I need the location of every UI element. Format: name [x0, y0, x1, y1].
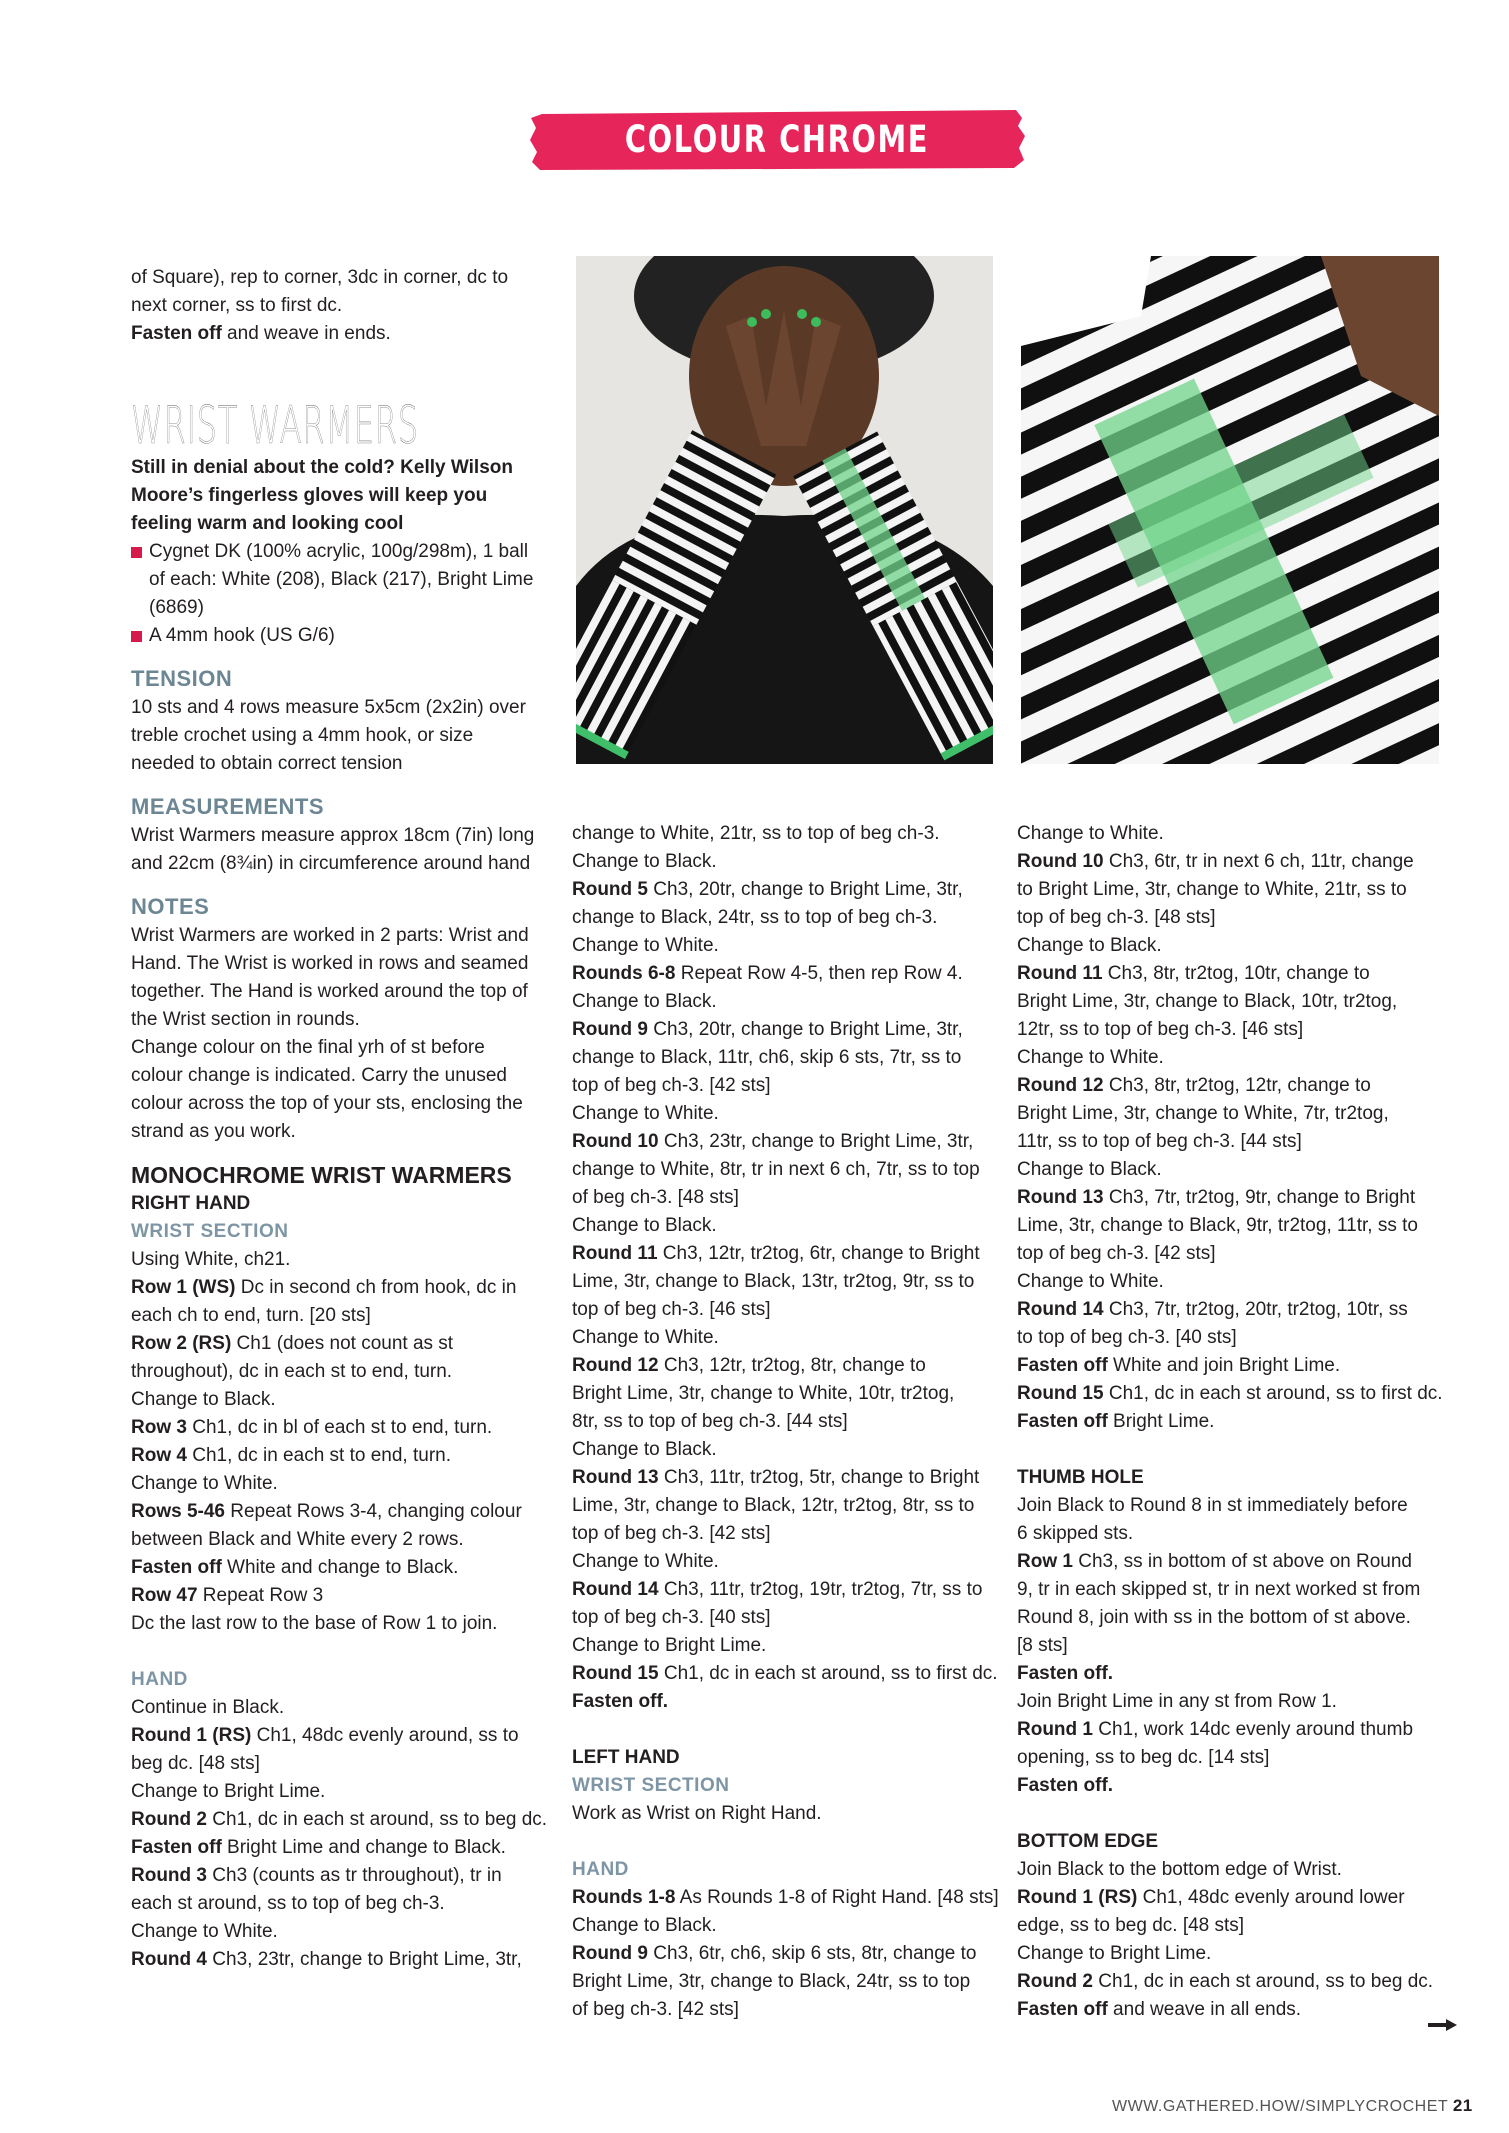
instruction-line: 9, tr in each skipped st, tr in next worked st from	[1017, 1579, 1421, 1600]
instruction-line: top of beg ch-3. [42 sts]	[572, 1075, 771, 1096]
instruction-line: Round 2 Ch1, dc in each st around, ss to beg dc.	[1017, 1971, 1434, 1992]
instruction-line: Change to Black.	[1017, 1159, 1162, 1180]
instruction-line: Round 14 Ch3, 11tr, tr2tog, 19tr, tr2tog, 7tr, ss to	[572, 1579, 983, 1600]
intro-line: of Square), rep to corner, 3dc in corner, dc to	[131, 267, 509, 288]
instruction-line: Change to Black.	[572, 991, 717, 1012]
wrist-section-heading: WRIST SECTION	[131, 1221, 289, 1242]
instruction-line: Fasten off.	[1017, 1775, 1114, 1796]
measurements-line: and 22cm (8¾in) in circumference around hand	[131, 853, 531, 874]
bullet-square-icon	[131, 631, 142, 642]
instruction-line: 11tr, ss to top of beg ch-3. [44 sts]	[1017, 1131, 1302, 1152]
instruction-line: Fasten off White and change to Black.	[131, 1557, 459, 1578]
instruction-line: Fasten off.	[572, 1691, 669, 1712]
instruction-line: of beg ch-3. [48 sts]	[572, 1187, 739, 1208]
instruction-line: opening, ss to beg dc. [14 sts]	[1017, 1747, 1270, 1768]
instruction-line: each st around, ss to top of beg ch-3.	[131, 1893, 445, 1914]
instruction-line: [8 sts]	[1017, 1635, 1068, 1656]
instruction-line: Round 3 Ch3 (counts as tr throughout), tr in	[131, 1865, 502, 1886]
instruction-line: each ch to end, turn. [20 sts]	[131, 1305, 371, 1326]
instruction-line: throughout), dc in each st to end, turn.	[131, 1361, 453, 1382]
instruction-line: Row 1 (WS) Dc in second ch from hook, dc in	[131, 1277, 517, 1298]
instruction-line: Lime, 3tr, change to Black, 9tr, tr2tog, 11tr, ss to	[1017, 1215, 1418, 1236]
wrist-section-heading: WRIST SECTION	[572, 1775, 730, 1796]
instruction-line: Change to Bright Lime.	[572, 1635, 767, 1656]
detail-photo	[1021, 256, 1439, 764]
instruction-line: Lime, 3tr, change to Black, 12tr, tr2tog, 8tr, ss to	[572, 1495, 975, 1516]
instruction-line: between Black and White every 2 rows.	[131, 1529, 464, 1550]
left-hand-instructions-cont	[1017, 820, 1447, 1436]
right-hand-heading: RIGHT HAND	[131, 1193, 251, 1214]
instruction-line: Bright Lime, 3tr, change to White, 7tr, tr2tog,	[1017, 1103, 1389, 1124]
section-banner	[528, 108, 1026, 225]
instruction-line: Round 10 Ch3, 6tr, tr in next 6 ch, 11tr, change	[1017, 851, 1414, 872]
instruction-line: Change to Bright Lime.	[131, 1781, 326, 1802]
instruction-line: change to Black, 11tr, ch6, skip 6 sts, 7tr, ss to	[572, 1047, 962, 1068]
instruction-line: Round 14 Ch3, 7tr, tr2tog, 20tr, tr2tog, 10tr, ss	[1017, 1299, 1408, 1320]
instruction-line: 12tr, ss to top of beg ch-3. [46 sts]	[1017, 1019, 1304, 1040]
instruction-line: Round 11 Ch3, 12tr, tr2tog, 6tr, change to Bright	[572, 1243, 980, 1264]
instruction-line: Change to White.	[131, 1473, 278, 1494]
thumb-hole-heading: THUMB HOLE	[1017, 1467, 1144, 1488]
instruction-line: Row 2 (RS) Ch1 (does not count as st	[131, 1333, 454, 1354]
instruction-line: Change to White.	[1017, 1271, 1164, 1292]
instruction-line: Round 13 Ch3, 11tr, tr2tog, 5tr, change to Bright	[572, 1467, 980, 1488]
instruction-line: top of beg ch-3. [42 sts]	[572, 1523, 771, 1544]
instruction-line: Round 11 Ch3, 8tr, tr2tog, 10tr, change to	[1017, 963, 1370, 984]
instruction-line: Change to White.	[572, 1551, 719, 1572]
instruction-line: top of beg ch-3. [42 sts]	[1017, 1243, 1216, 1264]
wrist-line: Work as Wrist on Right Hand.	[572, 1803, 822, 1824]
hand-instructions	[131, 1694, 561, 1974]
fasten-line: Fasten off and weave in ends.	[131, 323, 391, 344]
intro-line: next corner, ss to first dc.	[131, 295, 343, 316]
standfirst-line: Still in denial about the cold? Kelly Wilson	[131, 457, 513, 478]
instruction-line: to top of beg ch-3. [40 sts]	[1017, 1327, 1237, 1348]
instruction-line: Fasten off and weave in all ends.	[1017, 1999, 1302, 2020]
instruction-line: 8tr, ss to top of beg ch-3. [44 sts]	[572, 1411, 848, 1432]
instruction-line: Join Black to the bottom edge of Wrist.	[1017, 1859, 1342, 1880]
instruction-line: change to Black, 24tr, ss to top of beg ch-3.	[572, 907, 938, 928]
instruction-line: Change to Black.	[572, 851, 717, 872]
instruction-line: Round 1 (RS) Ch1, 48dc evenly around, ss to	[131, 1725, 519, 1746]
instruction-line: Change to Black.	[1017, 935, 1162, 956]
instruction-line: Row 47 Repeat Row 3	[131, 1585, 324, 1606]
tension-line: treble crochet using a 4mm hook, or size	[131, 725, 474, 746]
instruction-line: Bright Lime, 3tr, change to Black, 10tr, tr2tog,	[1017, 991, 1398, 1012]
instruction-line: Change to Bright Lime.	[1017, 1943, 1212, 1964]
notes-heading: NOTES	[131, 894, 210, 919]
banner-title: COLOUR CHROME COLLECTION	[624, 118, 930, 225]
thumb-instructions	[1017, 1492, 1447, 1800]
bottom-edge-heading: BOTTOM EDGE	[1017, 1831, 1159, 1852]
instruction-line: Join Bright Lime in any st from Row 1.	[1017, 1691, 1337, 1712]
instruction-line: Round 15 Ch1, dc in each st around, ss to first dc.	[1017, 1383, 1443, 1404]
instruction-line: Round 13 Ch3, 7tr, tr2tog, 9tr, change to Bright	[1017, 1187, 1416, 1208]
instruction-line: Change to White.	[572, 1327, 719, 1348]
instruction-line: Change to White.	[572, 935, 719, 956]
notes-line: Hand. The Wrist is worked in rows and seamed	[131, 953, 529, 974]
instruction-line: Change to Black.	[572, 1439, 717, 1460]
pattern-title: WRIST WARMERS	[131, 396, 419, 456]
notes-line: colour across the top of your sts, enclosing the	[131, 1093, 523, 1114]
instruction-line: Round 12 Ch3, 8tr, tr2tog, 12tr, change to	[1017, 1075, 1371, 1096]
page-footer	[1112, 2096, 1473, 2116]
instruction-line: top of beg ch-3. [40 sts]	[572, 1607, 771, 1628]
notes-line: Change colour on the final yrh of st before	[131, 1037, 485, 1058]
instruction-line: top of beg ch-3. [48 sts]	[1017, 907, 1216, 928]
instruction-line: Fasten off.	[1017, 1663, 1114, 1684]
instruction-line: change to White, 8tr, tr in next 6 ch, 7tr, ss to top	[572, 1159, 980, 1180]
instruction-line: Round 2 Ch1, dc in each st around, ss to beg dc.	[131, 1809, 548, 1830]
instruction-line: Continue in Black.	[131, 1697, 285, 1718]
notes-line: strand as you work.	[131, 1121, 296, 1142]
continue-arrow-icon	[1428, 2018, 1458, 2037]
standfirst-line: feeling warm and looking cool	[131, 513, 404, 534]
hand-heading: HAND	[131, 1669, 188, 1690]
instruction-line: to Bright Lime, 3tr, change to White, 21tr, ss to	[1017, 879, 1407, 900]
instruction-line: beg dc. [48 sts]	[131, 1753, 260, 1774]
instruction-line: Row 1 Ch3, ss in bottom of st above on Round	[1017, 1551, 1412, 1572]
instruction-line: Round 8, join with ss in the bottom of st above.	[1017, 1607, 1411, 1628]
instruction-line: Join Black to Round 8 in st immediately before	[1017, 1495, 1408, 1516]
column-3	[1017, 820, 1447, 2024]
instruction-line: Round 10 Ch3, 23tr, change to Bright Lime, 3tr,	[572, 1131, 974, 1152]
instruction-line: Change to White.	[1017, 1047, 1164, 1068]
instruction-line: Round 5 Ch3, 20tr, change to Bright Lime, 3tr,	[572, 879, 963, 900]
model-photo	[576, 256, 993, 764]
instruction-line: Dc the last row to the base of Row 1 to join.	[131, 1613, 498, 1634]
instruction-line: edge, ss to beg dc. [48 sts]	[1017, 1915, 1245, 1936]
instruction-line: Change to White.	[572, 1103, 719, 1124]
instruction-line: Fasten off Bright Lime.	[1017, 1411, 1215, 1432]
instruction-line: Fasten off White and join Bright Lime.	[1017, 1355, 1341, 1376]
material-hook: A 4mm hook (US G/6)	[131, 622, 561, 650]
instruction-line: Round 1 (RS) Ch1, 48dc evenly around lower	[1017, 1887, 1405, 1908]
instruction-line: Round 9 Ch3, 20tr, change to Bright Lime, 3tr,	[572, 1019, 963, 1040]
instruction-line: Bright Lime, 3tr, change to Black, 24tr, ss to top	[572, 1971, 971, 1992]
standfirst-line: Moore’s fingerless gloves will keep you	[131, 485, 488, 506]
instruction-line: Row 4 Ch1, dc in each st to end, turn.	[131, 1445, 451, 1466]
instruction-line: Rounds 6-8 Repeat Row 4-5, then rep Row 4.	[572, 963, 963, 984]
instruction-line: Round 1 Ch1, work 14dc evenly around thumb	[1017, 1719, 1414, 1740]
measurements-heading: MEASUREMENTS	[131, 794, 325, 819]
instruction-line: Round 12 Ch3, 12tr, tr2tog, 8tr, change to	[572, 1355, 926, 1376]
instruction-line: Rounds 1-8 As Rounds 1-8 of Right Hand. [48 sts]	[572, 1887, 999, 1908]
notes-body	[131, 922, 561, 1146]
column-2	[572, 820, 1002, 2024]
instruction-line: Change to White.	[131, 1921, 278, 1942]
instruction-line: Change to Black.	[572, 1915, 717, 1936]
tension-line: 10 sts and 4 rows measure 5x5cm (2x2in) over	[131, 697, 526, 718]
instruction-line: change to White, 21tr, ss to top of beg ch-3.	[572, 823, 940, 844]
tension-heading: TENSION	[131, 666, 233, 691]
material-yarn: Cygnet DK (100% acrylic, 100g/298m), 1 ball of each: White (208), Black (217), Bright Lime (6869)	[131, 538, 561, 622]
instruction-line: Lime, 3tr, change to Black, 13tr, tr2tog, 9tr, ss to	[572, 1271, 975, 1292]
tension-line: needed to obtain correct tension	[131, 753, 403, 774]
instruction-line: Round 15 Ch1, dc in each st around, ss to first dc.	[572, 1663, 998, 1684]
page-number: 21	[1452, 2096, 1473, 2115]
footer-url: WWW.GATHERED.HOW/SIMPLYCROCHET	[1112, 2098, 1448, 2115]
bullet-square-icon	[131, 547, 142, 558]
instruction-line: Bright Lime, 3tr, change to White, 10tr, tr2tog,	[572, 1383, 955, 1404]
notes-line: Wrist Warmers are worked in 2 parts: Wrist and	[131, 925, 529, 946]
mono-heading: MONOCHROME WRIST WARMERS	[131, 1162, 512, 1188]
left-hand-heading: LEFT HAND	[572, 1747, 680, 1768]
notes-line: the Wrist section in rounds.	[131, 1009, 360, 1030]
instruction-line: Round 4 Ch3, 23tr, change to Bright Lime, 3tr,	[131, 1949, 522, 1970]
instruction-line: top of beg ch-3. [46 sts]	[572, 1299, 771, 1320]
instruction-line: Fasten off Bright Lime and change to Black.	[131, 1837, 506, 1858]
instruction-line: Change to White.	[1017, 823, 1164, 844]
notes-line: colour change is indicated. Carry the unused	[131, 1065, 508, 1086]
wrist-instructions	[131, 1246, 561, 1638]
instruction-line: Using White, ch21.	[131, 1249, 291, 1270]
instruction-line: Change to Black.	[131, 1389, 276, 1410]
measurements-line: Wrist Warmers measure approx 18cm (7in) long	[131, 825, 535, 846]
instruction-line: Round 9 Ch3, 6tr, ch6, skip 6 sts, 8tr, change to	[572, 1943, 977, 1964]
instruction-line: Rows 5-46 Repeat Rows 3-4, changing colour	[131, 1501, 522, 1522]
bottom-edge-instructions	[1017, 1856, 1447, 2024]
notes-line: together. The Hand is worked around the top of	[131, 981, 528, 1002]
instruction-line: Row 3 Ch1, dc in bl of each st to end, turn.	[131, 1417, 493, 1438]
instruction-line: of beg ch-3. [42 sts]	[572, 1999, 739, 2020]
instruction-line: 6 skipped sts.	[1017, 1523, 1134, 1544]
instruction-line: Change to Black.	[572, 1215, 717, 1236]
hand-instructions-cont	[572, 820, 1002, 1716]
column-1	[131, 264, 561, 1974]
left-hand-instructions	[572, 1884, 1002, 2024]
hand-heading: HAND	[572, 1859, 629, 1880]
